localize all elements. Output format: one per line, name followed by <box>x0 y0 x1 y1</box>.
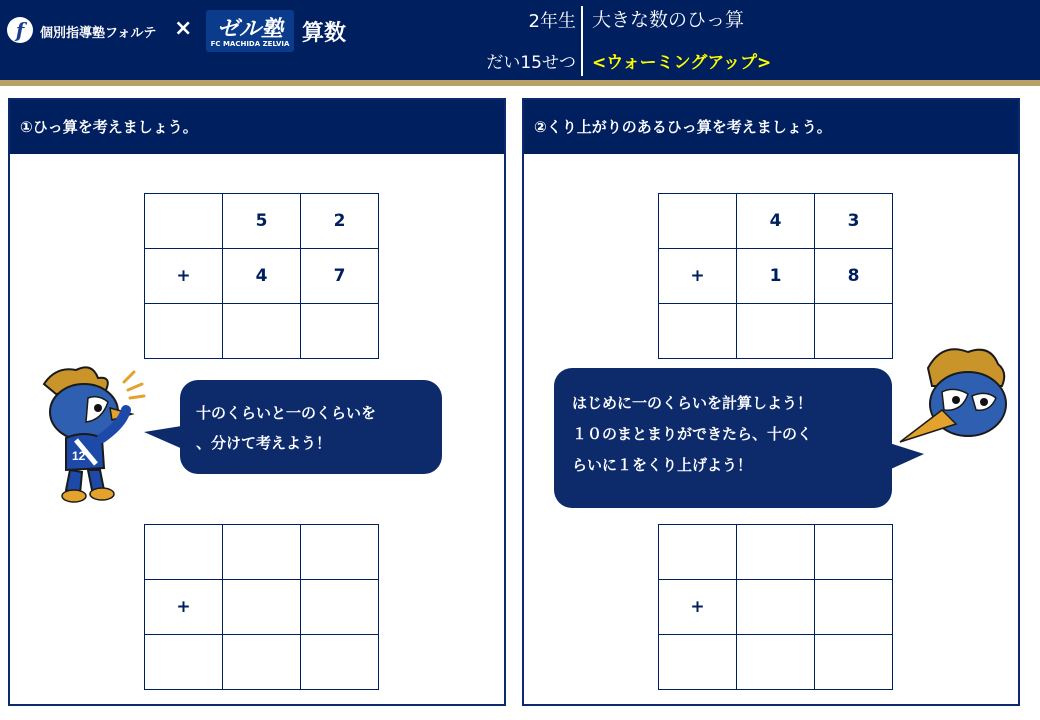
svg-text:12: 12 <box>72 449 86 463</box>
zelvia-mascot-icon <box>36 364 146 504</box>
cross-mark: × <box>174 16 193 41</box>
grid-cell[interactable]: 8 <box>815 249 893 304</box>
grid-cell[interactable] <box>301 580 379 635</box>
bubble-line: １０のまとまりができたら、十のく <box>572 425 813 443</box>
left-hint-bubble <box>180 380 442 474</box>
grid-cell[interactable]: 4 <box>223 249 301 304</box>
subject-label: 算数 <box>302 21 347 46</box>
grid-cell[interactable] <box>223 580 301 635</box>
grid-cell[interactable] <box>815 525 893 580</box>
right-panel-heading: ②くり上がりのあるひっ算を考えましょう。 <box>524 100 1018 154</box>
right-example-grid <box>658 193 893 359</box>
grid-cell[interactable]: 1 <box>737 249 815 304</box>
bubble-line: 、分けて考えよう！ <box>196 434 332 452</box>
answer-cell[interactable] <box>301 635 379 690</box>
grid-cell[interactable] <box>737 525 815 580</box>
grid-cell[interactable]: + <box>145 249 223 304</box>
answer-cell[interactable] <box>145 635 223 690</box>
grid-cell[interactable]: 3 <box>815 194 893 249</box>
bubble-line: はじめに一のくらいを計算しよう！ <box>572 394 813 412</box>
header-divider <box>581 6 583 76</box>
grid-cell[interactable]: + <box>145 580 223 635</box>
zel-logo-text: ゼル塾 <box>216 17 283 42</box>
forte-brand: 個別指導塾フォルテ <box>40 26 157 41</box>
right-panel <box>522 98 1020 706</box>
answer-cell[interactable] <box>145 304 223 359</box>
answer-cell[interactable] <box>223 304 301 359</box>
answer-cell[interactable] <box>659 635 737 690</box>
grid-cell[interactable]: + <box>659 249 737 304</box>
answer-cell[interactable] <box>737 635 815 690</box>
left-panel-heading: ①ひっ算を考えましょう。 <box>10 100 504 154</box>
grid-cell[interactable]: 4 <box>737 194 815 249</box>
grid-cell[interactable]: + <box>659 580 737 635</box>
grid-cell[interactable] <box>223 525 301 580</box>
zel-logo <box>206 10 294 52</box>
grid-cell[interactable]: 7 <box>301 249 379 304</box>
answer-cell[interactable] <box>815 635 893 690</box>
right-hint-bubble <box>554 368 892 508</box>
page-title: 大きな数のひっ算 <box>592 9 745 31</box>
left-panel <box>8 98 506 706</box>
grid-cell[interactable] <box>659 194 737 249</box>
warmup-label: <ウォーミングアップ> <box>592 53 772 73</box>
grade-label: 2年生 <box>528 11 576 32</box>
answer-cell[interactable] <box>223 635 301 690</box>
grid-cell[interactable] <box>301 525 379 580</box>
zelvia-mascot-icon <box>898 346 1010 446</box>
grid-cell[interactable]: 5 <box>223 194 301 249</box>
grid-cell[interactable] <box>659 525 737 580</box>
answer-cell[interactable] <box>737 304 815 359</box>
grid-cell[interactable]: 2 <box>301 194 379 249</box>
zel-logo-subtext: FC MACHIDA ZELVIA <box>210 40 290 48</box>
grid-cell[interactable] <box>145 525 223 580</box>
header-stripe <box>0 80 1040 86</box>
left-practice-grid <box>144 524 379 690</box>
left-example-grid <box>144 193 379 359</box>
right-practice-grid <box>658 524 893 690</box>
lesson-label: だい15せつ <box>486 53 576 73</box>
answer-cell[interactable] <box>659 304 737 359</box>
forte-logo-icon: f <box>7 17 33 43</box>
answer-cell[interactable] <box>301 304 379 359</box>
header-bar <box>0 0 1040 80</box>
grid-cell[interactable] <box>145 194 223 249</box>
grid-cell[interactable] <box>737 580 815 635</box>
bubble-line: 十のくらいと一のくらいを <box>196 404 377 422</box>
grid-cell[interactable] <box>815 580 893 635</box>
bubble-line: らいに１をくり上げよう！ <box>572 456 753 474</box>
answer-cell[interactable] <box>815 304 893 359</box>
